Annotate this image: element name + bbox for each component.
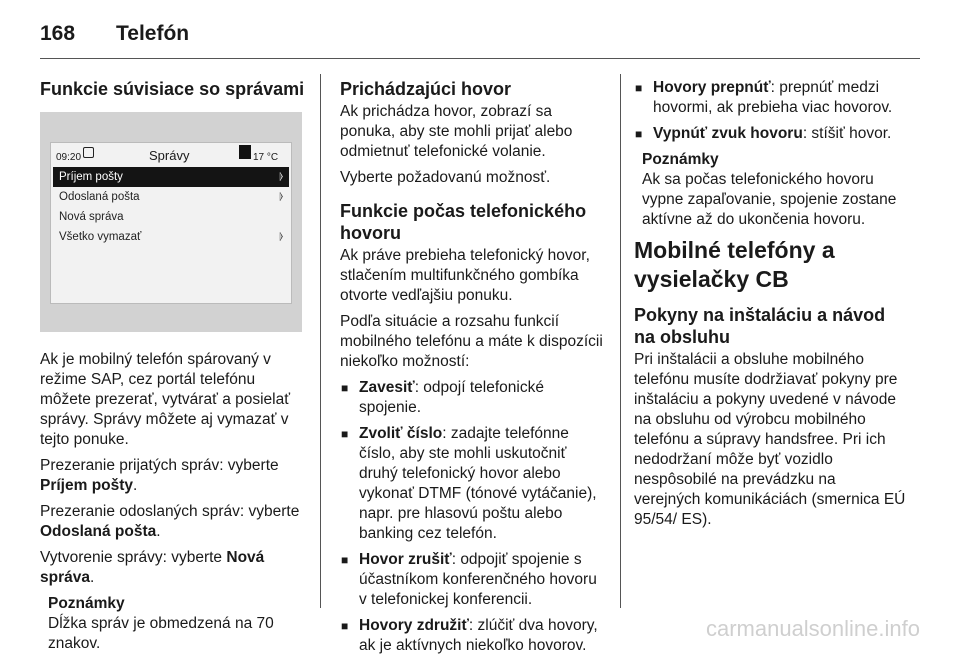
paragraph-install: Pri inštalácii a obsluhe mobilného telefónu musíte dodržiavať pokyny pre inštaláciu a pokyny uvedené v návode na obsluhu od výrobcu mobilného telefónu a súpravy handsfree. Pri ich nedodržaní môže byť vozidlo nespôsobilé na prevádzku na verejných komunikáciách (smernica EÚ 95/54/ ES). — [634, 351, 906, 528]
bold-term: Hovory prepnúť — [653, 79, 771, 96]
paragraph-intro: Ak je mobilný telefón spárovaný v režime SAP, cez portál telefónu môžete prezerať, vytvárať a posielať správy. Správy môžete aj vymazať v tejto ponuke. — [40, 351, 291, 448]
section-heading-mobile-cb: Mobilné telefóny a vysielačky CB — [634, 237, 835, 292]
column-1 — [40, 78, 308, 660]
menu-item-delete-all[interactable] — [53, 227, 289, 247]
paragraph-during-call: Ak práve prebieha telefonický hovor, stlačením multifunkčného gombíka otvorte vedľajšiu ponuku. — [340, 247, 590, 304]
text: : zadajte telefónne číslo, aby ste mohli uskutočniť druhý telefonický hovor alebo vykonať DTMF (tónové vytáčanie), napr. pre hlasovú poštu alebo banking cez telefón. — [359, 425, 597, 542]
options-list — [340, 378, 608, 656]
display-panel — [50, 142, 292, 304]
menu-item-inbox[interactable] — [53, 167, 289, 187]
list-item — [634, 78, 906, 118]
list-item — [634, 124, 906, 144]
section-heading-incoming: Prichádzajúci hovor — [340, 79, 512, 99]
display-title: Správy — [149, 148, 190, 163]
page-header — [40, 22, 189, 46]
column-3 — [634, 78, 906, 536]
list-item — [340, 616, 608, 656]
menu-item-label: Nová správa — [59, 211, 124, 223]
text: : zlúčiť dva hovory, ak je aktívnych niekoľko hovorov. — [359, 617, 598, 654]
bold-term: Príjem pošty — [40, 477, 134, 494]
note-title: Poznámky — [48, 595, 125, 612]
clock-icon — [83, 147, 94, 158]
bold-term: Odoslaná pošta — [40, 523, 157, 540]
phone-icon — [239, 145, 251, 159]
text: : odpojiť spojenie s účastníkom konferenčného hovoru v telefonickej konferencii. — [359, 551, 597, 608]
section-heading-install: Pokyny na inštaláciu a návod na obsluhu — [634, 305, 886, 347]
menu-item-new[interactable] — [53, 207, 289, 227]
page-number: 168 — [40, 22, 76, 45]
column-divider-2 — [620, 74, 621, 608]
bold-term: Hovor zrušiť — [359, 551, 452, 568]
section-heading-during-call: Funkcie počas telefonického hovoru — [340, 201, 587, 243]
paragraph-choose: Vyberte požadovanú možnosť. — [340, 169, 551, 186]
display-time: 09:20 — [56, 152, 82, 163]
chevron-right-icon: ⦊ — [279, 231, 283, 242]
text: : prepnúť medzi hovormi, ak prebieha viac hovorov. — [653, 79, 893, 116]
column-divider-1 — [320, 74, 321, 608]
section-heading-messages: Funkcie súvisiace so správami — [40, 79, 305, 99]
note-box — [40, 594, 308, 654]
note-box — [634, 150, 906, 230]
list-item — [340, 378, 608, 418]
paragraph-sent: Prezeranie odoslaných správ: vyberte Odoslaná pošta. — [40, 503, 300, 540]
chevron-right-icon: ⦊ — [279, 171, 283, 182]
note-text: Dĺžka správ je obmedzená na 70 znakov. — [48, 615, 274, 652]
text: : odpojí telefonické spojenie. — [359, 379, 544, 416]
options-list-continued — [634, 78, 906, 144]
menu-item-label: Odoslaná pošta — [59, 191, 140, 203]
text: Prezeranie odoslaných správ: vyberte — [40, 503, 300, 520]
paragraph-new: Vytvorenie správy: vyberte Nová správa. — [40, 549, 265, 586]
bold-term: Vypnúť zvuk hovoru — [653, 125, 803, 142]
bold-term: Zvoliť číslo — [359, 425, 443, 442]
paragraph-depend: Podľa situácie a rozsahu funkcií mobilného telefónu a máte k dispozícii niekoľko možností: — [340, 313, 603, 370]
paragraph-incoming: Ak prichádza hovor, zobrazí sa ponuka, aby ste mohli prijať alebo odmietnuť telefonické volanie. — [340, 103, 573, 160]
bold-term: Hovory združiť — [359, 617, 469, 634]
note-text: Ak sa počas telefonického hovoru vypne zapaľovanie, spojenie zostane aktívne až do ukončenia hovoru. — [642, 171, 897, 228]
watermark: carmanualsonline.info — [705, 616, 920, 641]
display-temperature: 17 °C — [253, 152, 279, 163]
menu-item-label: Príjem pošty — [59, 171, 123, 183]
bold-term: Zavesiť — [359, 379, 415, 396]
text: Vytvorenie správy: vyberte — [40, 549, 227, 566]
chevron-right-icon: ⦊ — [279, 191, 283, 202]
paragraph-inbox: Prezeranie prijatých správ: vyberte Príjem pošty. — [40, 457, 279, 494]
header-rule — [40, 58, 920, 59]
display-screenshot — [40, 112, 302, 332]
menu-item-label: Všetko vymazať — [59, 231, 142, 243]
column-2 — [340, 78, 608, 662]
chapter-title: Telefón — [116, 22, 190, 45]
list-item — [340, 424, 608, 544]
text: Prezeranie prijatých správ: vyberte — [40, 457, 279, 474]
bold-term: Nová správa — [40, 549, 265, 586]
display-menu — [53, 167, 289, 247]
note-title: Poznámky — [642, 151, 719, 168]
text: : stíšiť hovor. — [802, 125, 892, 142]
menu-item-sent[interactable] — [53, 187, 289, 207]
display-status-bar — [51, 143, 291, 163]
list-item — [340, 550, 608, 610]
